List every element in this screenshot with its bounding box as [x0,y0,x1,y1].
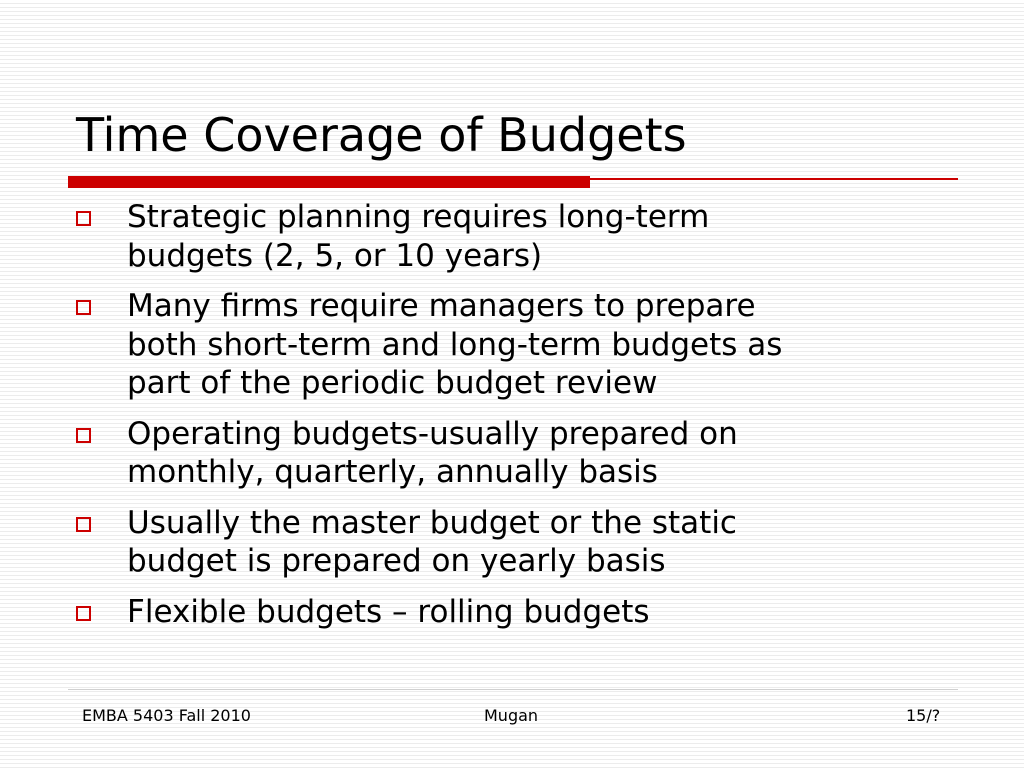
bullet-line: Strategic planning requires long-term [127,199,710,235]
title-underline-thin [590,178,958,180]
bullet-line: monthly, quarterly, annually basis [127,454,658,490]
footer-divider [68,689,958,690]
square-bullet-icon [76,428,91,443]
bullet-line: Operating budgets-usually prepared on [127,415,738,452]
bullet-item [76,504,976,581]
bullet-item [76,287,976,403]
bullet-line: part of the periodic budget review [127,365,658,401]
square-bullet-icon [76,517,91,532]
bullet-item [76,415,976,492]
bullet-line: both short-term and long-term budgets as [127,326,783,363]
bullet-line: budget is prepared on yearly basis [127,543,666,579]
bullet-item [76,593,976,632]
square-bullet-icon [76,300,91,315]
square-bullet-icon [76,211,91,226]
bullet-line: budgets (2, 5, or 10 years) [127,237,543,274]
square-bullet-icon [76,606,91,621]
bullet-line: Many firms require managers to prepare [127,288,756,324]
footer-page-number: 15/? [906,706,941,725]
bullet-line: Usually the master budget or the static [127,504,737,541]
title-underline-thick [68,176,590,188]
footer-course: EMBA 5403 Fall 2010 [82,706,251,725]
bullet-list [76,198,976,643]
slide-title: Time Coverage of Budgets [76,108,687,162]
bullet-item [76,198,976,275]
footer-author: Mugan [484,706,539,725]
bullet-line: Flexible budgets – rolling budgets [127,593,650,630]
